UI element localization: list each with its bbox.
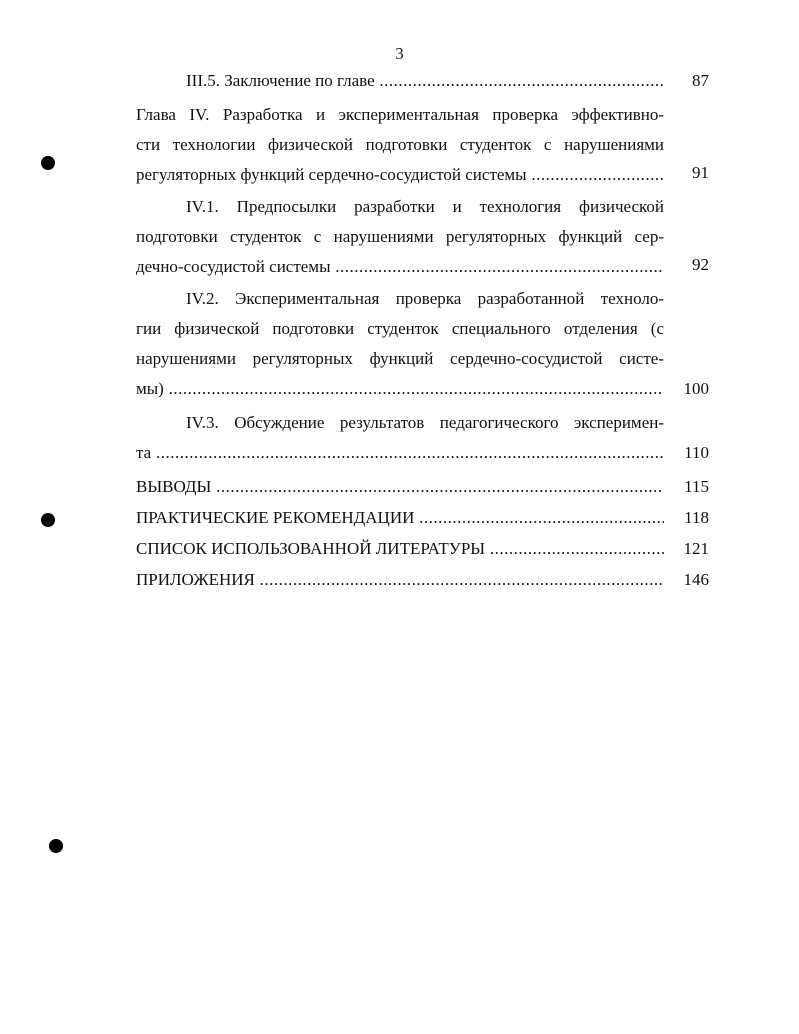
toc-page-ref: 146 — [683, 570, 709, 589]
toc-entry-iv-3-line-1: IV.3. Обсуждение результатов педагогического эксперимен- — [186, 413, 664, 432]
toc-entry-iv-2-line-2: гии физической подготовки студенток специального отделения (с — [136, 319, 664, 338]
toc-entry-iv-2-line-4: мы) ..... — [136, 374, 664, 404]
toc-entry-iv-1-line-3: дечно-сосудистой системы ..... — [136, 252, 664, 282]
toc-entry-iv-3-line-2: та ..... — [136, 438, 664, 468]
toc-entry-iv-2-line-3: нарушениями регуляторных функций сердечно-сосудистой систе- — [136, 349, 664, 368]
toc-entry-iii-5: III.5. Заключение по главе ..... — [136, 66, 664, 96]
punch-hole-mark — [41, 513, 55, 527]
toc-entry-chapter-iv-line-1: Глава IV. Разработка и экспериментальная проверка эффективно- — [136, 105, 664, 124]
toc-page-ref: 110 — [684, 443, 709, 462]
toc-page-ref: 118 — [684, 508, 709, 527]
punch-hole-mark — [49, 839, 63, 853]
toc-entry-iv-2-line-1: IV.2. Экспериментальная проверка разработанной техноло- — [186, 289, 664, 308]
toc-entry-iv-1-line-2: подготовки студенток с нарушениями регуляторных функций сер- — [136, 227, 664, 246]
toc-entry-iv-1-line-1: IV.1. Предпосылки разработки и технология физической — [186, 197, 664, 216]
toc-entry-chapter-iv-line-2: сти технологии физической подготовки студенток с нарушениями — [136, 135, 664, 154]
toc-page-ref: 115 — [684, 477, 709, 496]
page-number: 3 — [395, 44, 404, 63]
toc-page-ref: 91 — [692, 163, 709, 182]
toc-entry-appendices: ПРИЛОЖЕНИЯ ..... — [136, 565, 664, 595]
toc-page-ref: 100 — [683, 379, 709, 398]
toc-entry-bibliography: СПИСОК ИСПОЛЬЗОВАННОЙ ЛИТЕРАТУРЫ ..... — [136, 534, 664, 564]
toc-page-ref: 121 — [683, 539, 709, 558]
toc-page-ref: 87 — [692, 71, 709, 90]
toc-entry-recommendations: ПРАКТИЧЕСКИЕ РЕКОМЕНДАЦИИ ..... — [136, 503, 664, 533]
toc-entry-chapter-iv-line-3: регуляторных функций сердечно-сосудистой системы ..... — [136, 160, 664, 190]
toc-page-ref: 92 — [692, 255, 709, 274]
toc-entry-conclusions: ВЫВОДЫ ..... — [136, 472, 664, 502]
punch-hole-mark — [41, 156, 55, 170]
